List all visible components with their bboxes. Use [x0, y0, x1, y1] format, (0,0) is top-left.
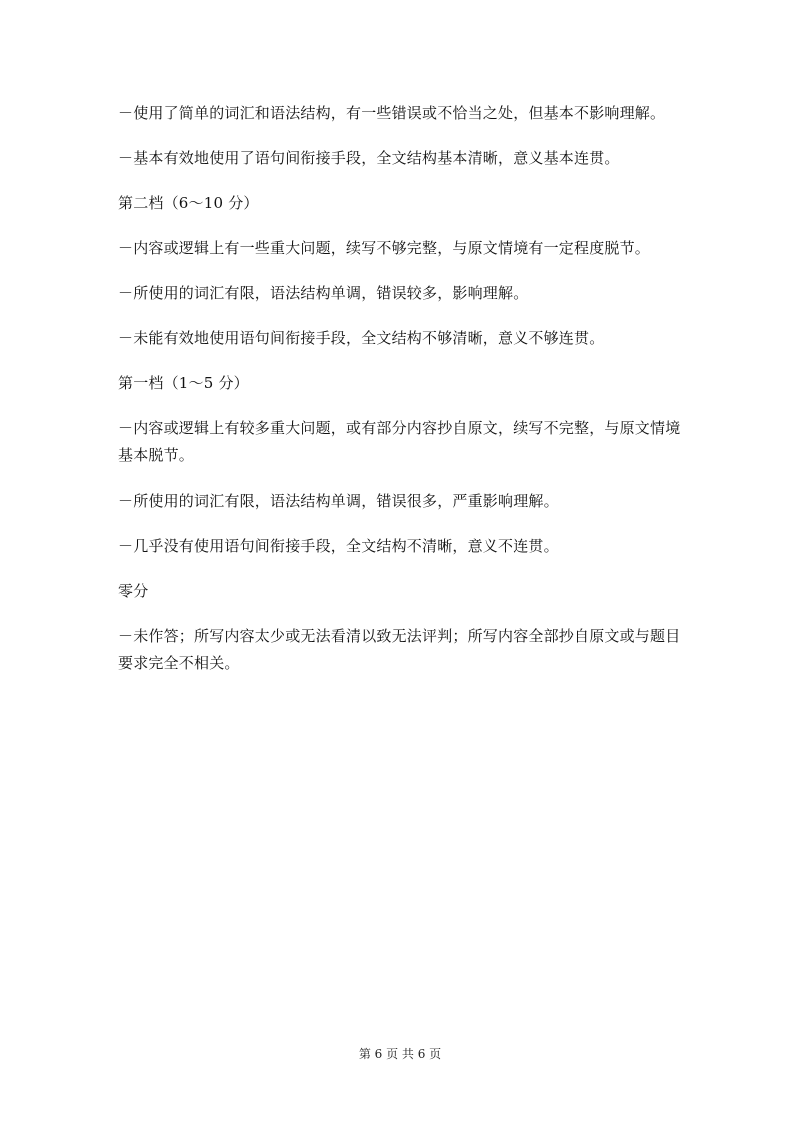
grade-heading: 第二档（6～10 分）	[118, 194, 259, 212]
criterion-line: －未作答；所写内容太少或无法看清以致无法评判；所写内容全部抄自原文或与题目要求完全不相关。	[118, 627, 681, 672]
grade-heading: 零分	[118, 582, 149, 600]
criterion-line: －使用了简单的词汇和语法结构，有一些错误或不恰当之处，但基本不影响理解。	[118, 104, 666, 122]
criterion-line: －内容或逻辑上有一些重大问题，续写不够完整，与原文情境有一定程度脱节。	[118, 239, 651, 257]
criterion-line: －内容或逻辑上有较多重大问题，或有部分内容抄自原文，续写不完整，与原文情境基本脱节。	[118, 419, 681, 464]
criterion-line: －几乎没有使用语句间衔接手段，全文结构不清晰，意义不连贯。	[118, 537, 559, 555]
criterion-line: －基本有效地使用了语句间衔接手段，全文结构基本清晰，意义基本连贯。	[118, 149, 620, 167]
criterion-line: －所使用的词汇有限，语法结构单调，错误较多，影响理解。	[118, 284, 529, 302]
page-footer: 第 6 页 共 6 页	[358, 1047, 442, 1061]
criterion-line: －未能有效地使用语句间衔接手段，全文结构不够清晰，意义不够连贯。	[118, 329, 605, 347]
grade-heading: 第一档（1～5 分）	[118, 374, 249, 392]
criterion-line: －所使用的词汇有限，语法结构单调，错误很多，严重影响理解。	[118, 492, 559, 510]
